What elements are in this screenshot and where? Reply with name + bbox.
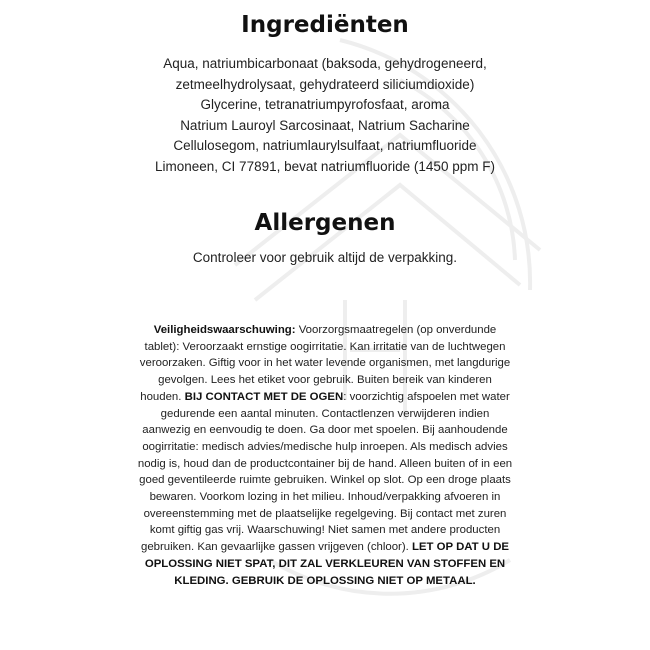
ingredients-title: Ingrediënten — [241, 12, 409, 38]
ingredients-list — [0, 54, 650, 177]
safety-warning-text: : voorzichtig afspoelen met water gedurende een aantal minuten. Contactlenzen verwijderen indien aanwezig en eenvoudig te doen. Ga door met spoelen. Bij aanhoudende oogirritatie: medisch advies/medische hulp inroepen. Als medisch advies nodig is, houd dan de productcontainer bij de hand. Alleen buiten of in een goed geventileerde ruimte gebruiken. Winkel op slot. Op een droge plaats bewaren. Voorkom lozing in het milieu. Inhoud/verpakking afvoeren in overeenstemming met de plaatselijke regelgeving. Bij contact met zuren komt giftig gas vrij. Waarschuwing! Niet samen met andere producten gebruiken. Kan gevaarlijke gassen vrijgeven (chloor). — [137, 390, 513, 554]
ingredients-line: Glycerine, tetranatriumpyrofosfaat, aroma — [200, 97, 450, 112]
safety-eye-contact-heading: BIJ CONTACT MET DE OGEN — [181, 390, 344, 403]
allergens-note: Controleer voor gebruik altijd de verpakking. — [192, 250, 458, 265]
ingredients-line: Natrium Lauroyl Sarcosinaat, Natrium Sacharine — [180, 117, 470, 133]
allergens-title: Allergenen — [254, 210, 396, 236]
ingredients-line: Cellulosegom, natriumlaurylsulfaat, natriumfluoride — [173, 138, 477, 153]
ingredients-line: Limoneen, CI 77891, bevat natriumfluoride (1450 ppm F) — [155, 158, 495, 174]
ingredients-line: zetmeelhydrolysaat, gehydrateerd siliciumdioxide) — [175, 76, 475, 92]
safety-warning-label: Veiligheidswaarschuwing: — [153, 324, 296, 336]
ingredients-line: Aqua, natriumbicarbonaat (baksoda, gehydrogeneerd, — [163, 56, 487, 71]
safety-warning — [136, 322, 514, 589]
safety-warning-text: Voorzorgsmaatregelen (op onverdunde tablet): Veroorzaakt ernstige oogirritatie. Kan irritatie van de luchtwegen veroorzaken. Giftig voor in het water levende organismen, met langdurige gevolgen. Lees het etiket voor gebruik. Buiten bereik van kinderen houden. — [139, 324, 511, 403]
safety-caution-heading: LET OP DAT U DE OPLOSSING NIET SPAT, DIT ZAL VERKLEUREN VAN STOFFEN EN KLEDING. GEBRUIK DE OPLOSSING NIET OP METAAL. — [144, 541, 510, 587]
